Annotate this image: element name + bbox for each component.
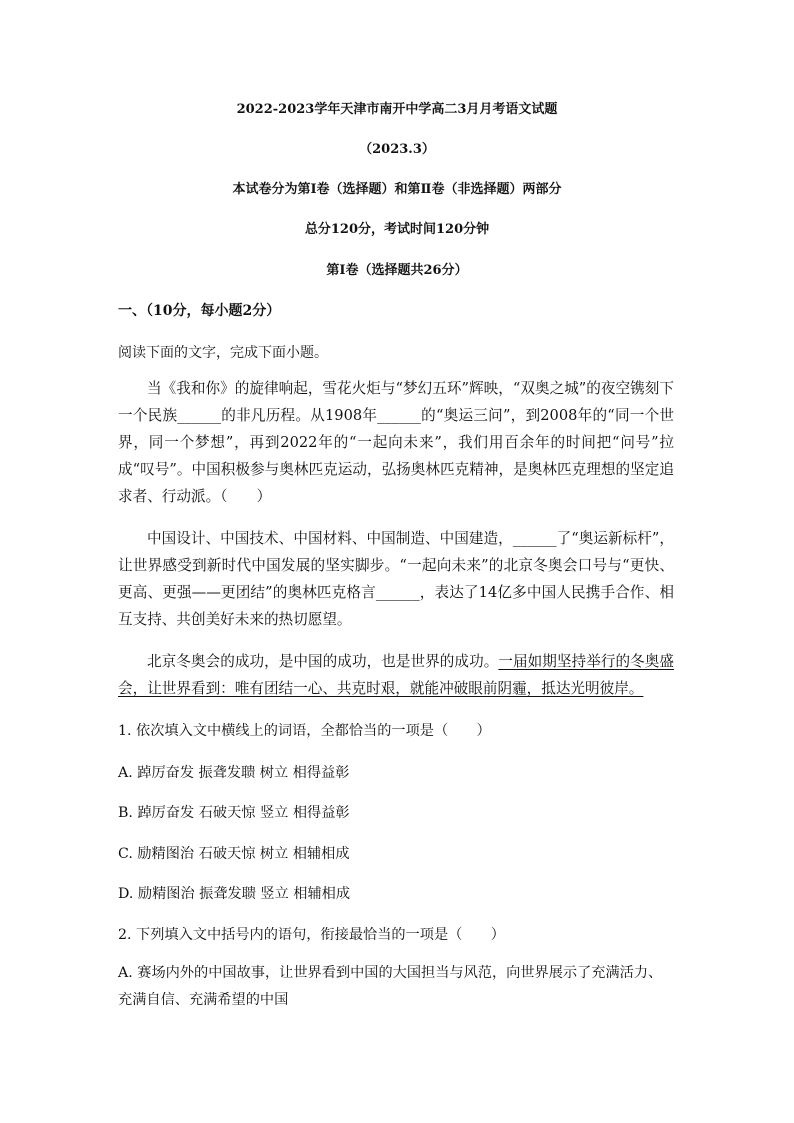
passage-paragraph-2-text: 中国设计、中国技术、中国材料、中国制造、中国建造，______了“奥运新标杆”，让世界感受到新时代中国发展的坚实脚步。“一起向未来”的北京冬奥会口号与“更快、更高、更强——更团结”的奥林匹克格言______，表达了14亿多中国人民携手合作、相互支持、共创美好未来的热切愿望。 bbox=[118, 530, 674, 628]
exam-date: （2023.3） bbox=[359, 142, 435, 157]
passage-paragraph-1-text: 当《我和你》的旋律响起，雪花火炬与“梦幻五环”辉映，“双奥之城”的夜空镌刻下一个民族______的非凡历程。从1908年______的“奥运三问”，到2008年的“同一个世界，同一个梦想”，再到2022年的“一起向未来”，我们用百余年的时间把“问号”拉成“叹号”。中国积极参与奥林匹克运动，弘扬奥林匹克精神，是奥林匹克理想的坚定追求者、行动派。（ ） bbox=[118, 380, 674, 505]
section-instruction: 阅读下面的文字，完成下面小题。 bbox=[118, 345, 328, 361]
passage-paragraph-2 bbox=[118, 525, 674, 633]
passage-paragraph-1 bbox=[118, 375, 674, 510]
question-1-stem: 1. 依次填入文中横线上的词语，全都恰当的一项是（ ） bbox=[118, 723, 491, 739]
exam-title: 2022-2023学年天津市南开中学高二3月月考语文试题 bbox=[236, 102, 558, 117]
question-1-option-c: C. 励精图治 石破天惊 树立 相辅相成 bbox=[118, 846, 350, 862]
score-time-note: 总分120分，考试时间120分钟 bbox=[304, 222, 490, 237]
question-1-option-a: A. 踔厉奋发 振聋发聩 树立 相得益彰 bbox=[118, 765, 350, 781]
question-1-option-d: D. 励精图治 振聋发聩 竖立 相辅相成 bbox=[118, 886, 351, 902]
passage-paragraph-3-text bbox=[118, 648, 674, 702]
section-heading: 一、（10分，每小题2分） bbox=[118, 303, 281, 319]
question-2-option-a: A. 赛场内外的中国故事，让世界看到中国的大国担当与风范，向世界展示了充满活力、充满自信、充满希望的中国 bbox=[118, 965, 663, 1008]
passage-paragraph-3-start: 北京冬奥会的成功，是中国的成功，也是世界的成功。 bbox=[147, 653, 499, 670]
question-2-stem: 2. 下列填入文中括号内的语句，衔接最恰当的一项是（ ） bbox=[118, 927, 505, 943]
passage-paragraph-3 bbox=[118, 648, 674, 702]
volume-heading: 第Ⅰ卷（选择题共26分） bbox=[326, 263, 468, 278]
question-1-option-b: B. 踔厉奋发 石破天惊 竖立 相得益彰 bbox=[118, 805, 350, 821]
exam-structure-note: 本试卷分为第Ⅰ卷（选择题）和第Ⅱ卷（非选择题）两部分 bbox=[232, 182, 562, 197]
underlined-sentence: 一届如期坚持举行的冬奥盛会，让世界看到：唯有团结一心、共克时艰，就能冲破眼前阴霾，抵达光明彼岸。 bbox=[118, 653, 674, 697]
